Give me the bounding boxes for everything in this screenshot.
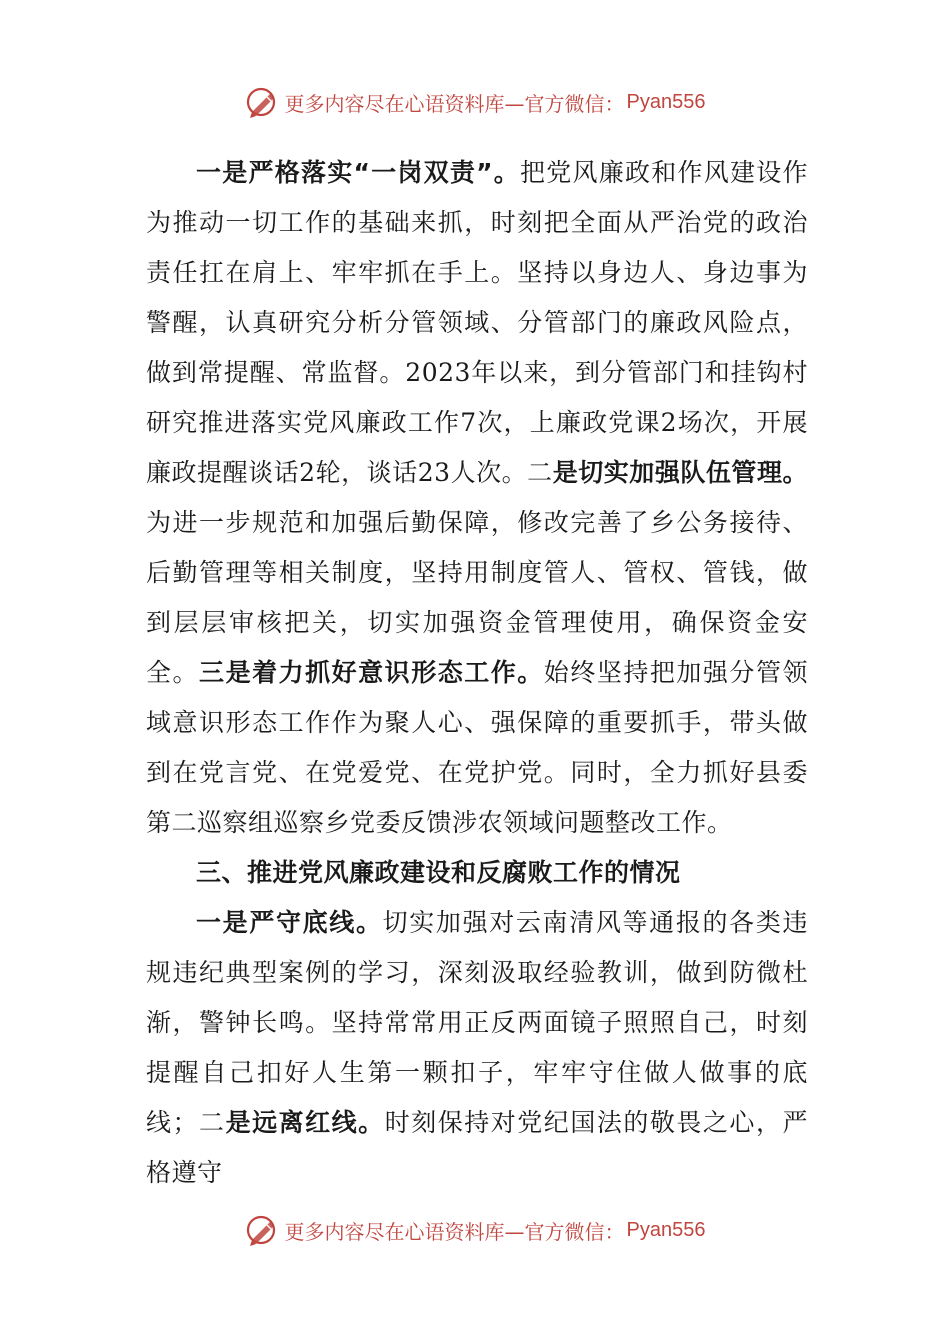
point-2-heading: 是切实加强队伍管理。 xyxy=(552,458,808,487)
pen-logo-icon xyxy=(245,85,279,119)
point-3-heading: 三是着力抓好意识形态工作。 xyxy=(199,658,544,687)
point-1-heading: 一是严格落实“一岗双责”。 xyxy=(196,158,521,187)
point-5-text: 时刻保持对党纪国法的敬畏之心，严格遵守 xyxy=(146,1108,808,1187)
pen-logo-icon xyxy=(245,1213,279,1247)
paragraph-2 xyxy=(146,898,808,1198)
watermark-text: 更多内容尽在心语资料库—官方微信： xyxy=(284,91,625,116)
watermark-text: 更多内容尽在心语资料库—官方微信： xyxy=(284,1219,625,1244)
section-heading xyxy=(146,848,808,898)
watermark-handle: Pyan556 xyxy=(626,1218,706,1241)
point-4-heading: 一是严守底线。 xyxy=(196,908,383,937)
section-heading-text: 三、推进党风廉政建设和反腐败工作的情况 xyxy=(196,858,681,887)
point-2-text: 为进一步规范和加强后勤保障，修改完善了乡公务接待、后勤管理等相关制度，坚持用制度管人、管权、管钱，做到层层审核把关，切实加强资金管理使用，确保资金安全。 xyxy=(146,508,808,687)
point-3-text: 始终坚持把加强分管领域意识形态工作作为聚人心、强保障的重要抓手，带头做到在党言党、在党爱党、在党护党。同时，全力抓好县委第二巡察组巡察乡党委反馈涉农领域问题整改工作。 xyxy=(146,658,808,837)
watermark-banner-bottom xyxy=(0,1210,950,1250)
document-body xyxy=(146,148,808,1198)
point-4-text: 切实加强对云南清风等通报的各类违规违纪典型案例的学习，深刻汲取经验教训，做到防微杜渐，警钟长鸣。坚持常常用正反两面镜子照照自己，时刻提醒自己扣好人生第一颗扣子，牢牢守住做人做事的底线；二 xyxy=(146,908,808,1137)
watermark-handle: Pyan556 xyxy=(626,90,706,113)
watermark-banner-top xyxy=(0,82,950,122)
point-5-heading: 是远离红线。 xyxy=(225,1108,385,1137)
paragraph-1 xyxy=(146,148,808,848)
point-1-text: 把党风廉政和作风建设作为推动一切工作的基础来抓，时刻把全面从严治党的政治责任扛在肩上、牢牢抓在手上。坚持以身边人、身边事为警醒，认真研究分析分管领域、分管部门的廉政风险点，做到常提醒、常监督。2023年以来，到分管部门和挂钩村研究推进落实党风廉政工作7次，上廉政党课2场次，开展廉政提醒谈话2轮，谈话23人次。二 xyxy=(146,158,808,487)
